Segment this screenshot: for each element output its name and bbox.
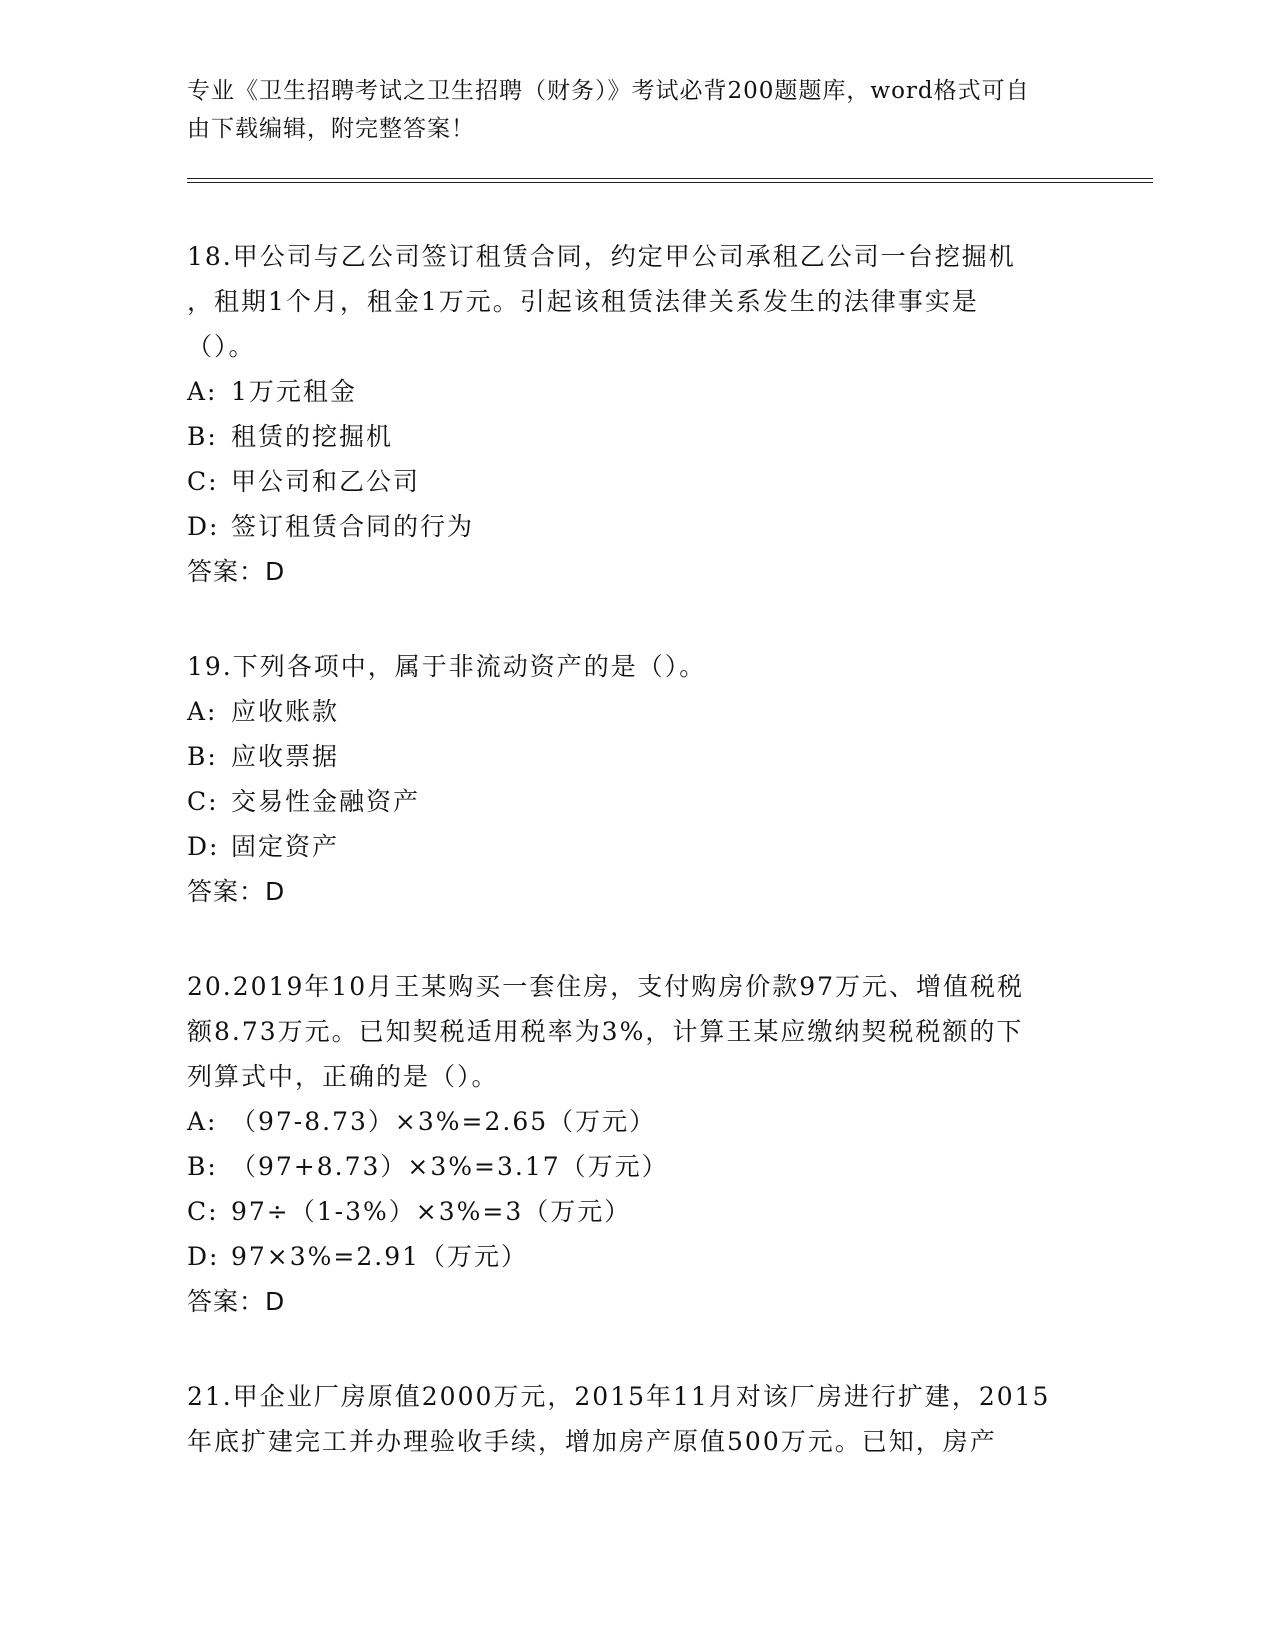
answer-line: 答案：D [187, 557, 286, 586]
option-b [187, 414, 1087, 459]
option-letter: B: [187, 422, 218, 451]
option-text: 固定资产 [231, 832, 340, 861]
option-text: 97×3%=2.91（万元） [231, 1242, 529, 1271]
question-stem-line: 年底扩建完工并办理验收手续，增加房产原值500万元。已知，房产 [187, 1427, 997, 1456]
option-letter: D: [187, 512, 220, 541]
option-c [187, 779, 1087, 824]
option-d [187, 504, 1087, 549]
option-a [187, 689, 1087, 734]
question-stem-line: 20.2019年10月王某购买一套住房，支付购房价款97万元、增值税税 [187, 972, 1025, 1001]
question-21 [187, 1374, 1087, 1464]
question-stem-line: 列算式中，正确的是（）。 [187, 1062, 499, 1091]
option-text: 应收票据 [231, 742, 340, 771]
option-letter: B: [187, 742, 218, 771]
option-letter: C: [187, 1197, 219, 1226]
question-20 [187, 964, 1087, 1324]
option-text: 签订租赁合同的行为 [231, 512, 475, 541]
option-text: 甲公司和乙公司 [231, 467, 421, 496]
option-letter: A: [187, 697, 218, 726]
header-line-2: 由下载编辑，附完整答案！ [187, 116, 475, 142]
option-a [187, 1099, 1087, 1144]
option-c [187, 459, 1087, 504]
question-stem-line: 额8.73万元。已知契税适用税率为3%，计算王某应缴纳契税税额的下 [187, 1017, 1024, 1046]
question-stem-line: 18.甲公司与乙公司签订租赁合同，约定甲公司承租乙公司一台挖掘机 [187, 242, 1016, 271]
option-text: 租赁的挖掘机 [231, 422, 394, 451]
option-letter: C: [187, 467, 219, 496]
option-letter: B: [187, 1152, 218, 1181]
option-b [187, 1144, 1087, 1189]
option-text: 应收账款 [231, 697, 340, 726]
question-stem-line: ，租期1个月，租金1万元。引起该租赁法律关系发生的法律事实是 [187, 287, 979, 316]
option-a [187, 369, 1087, 414]
header-divider [187, 178, 1153, 183]
header-line-1: 专业《卫生招聘考试之卫生招聘（财务）》考试必背200题题库，word格式可自 [187, 78, 1030, 104]
question-stem-line: （）。 [187, 332, 256, 361]
question-stem-line: 19.下列各项中，属于非流动资产的是（）。 [187, 652, 707, 681]
option-text: 1万元租金 [231, 377, 357, 406]
option-text: （97+8.73）×3%=3.17（万元） [231, 1152, 669, 1181]
option-b [187, 734, 1087, 779]
question-19 [187, 644, 1087, 914]
document-header [187, 72, 1067, 148]
option-letter: D: [187, 832, 220, 861]
option-d [187, 824, 1087, 869]
option-letter: D: [187, 1242, 220, 1271]
option-letter: A: [187, 1107, 218, 1136]
question-18 [187, 234, 1087, 594]
option-text: （97-8.73）×3%=2.65（万元） [231, 1107, 657, 1136]
option-letter: A: [187, 377, 218, 406]
question-stem-line: 21.甲企业厂房原值2000万元，2015年11月对该厂房进行扩建，2015 [187, 1382, 1051, 1411]
option-c [187, 1189, 1087, 1234]
answer-line: 答案：D [187, 1287, 286, 1316]
option-d [187, 1234, 1087, 1279]
option-text: 97÷（1-3%）×3%=3（万元） [231, 1197, 632, 1226]
option-letter: C: [187, 787, 219, 816]
answer-line: 答案：D [187, 877, 286, 906]
option-text: 交易性金融资产 [231, 787, 421, 816]
